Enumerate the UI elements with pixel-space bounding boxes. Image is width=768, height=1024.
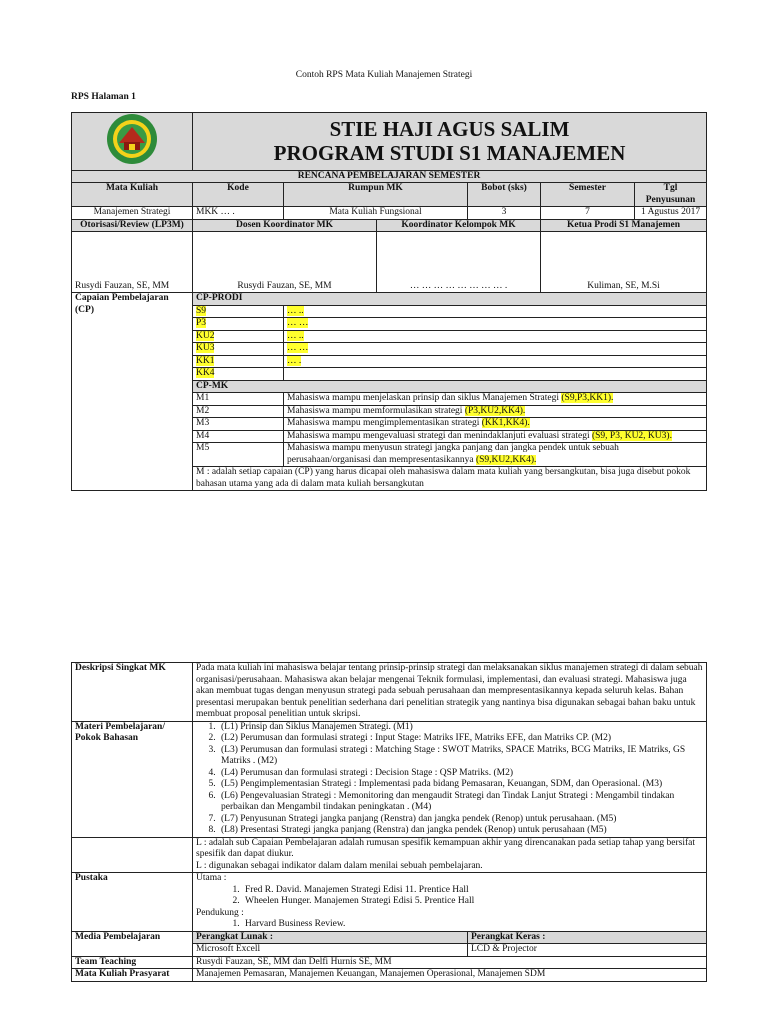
cp-prodi-code-text: KK4 xyxy=(196,368,215,378)
list-item: 1. (L1) Prinsip dan Siklus Manajemen Strategi. (M1) xyxy=(218,722,703,734)
cp-mk-desc: Mahasiswa mampu menyusun strategi jangka panjang dan jangka pendek untuk sebuah perusahaan/organisasi dan mempresentasikannya xyxy=(287,443,619,465)
cp-mk-code: M2 xyxy=(193,405,284,418)
rps-header-table xyxy=(71,112,707,491)
rps-detail-table xyxy=(71,662,707,982)
program-name: PROGRAM STUDI S1 MANAJEMEN xyxy=(273,141,626,166)
desc-label: Deskripsi Singkat MK xyxy=(72,663,193,722)
cp-prodi-value-text: … .. xyxy=(287,330,304,341)
team-value: Rusydi Fauzan, SE, MM dan Delfi Hurnis SE, MM xyxy=(193,956,707,969)
value-cell: Mata Kuliah Fungsional xyxy=(284,207,468,220)
col-header: Tgl Penyusunan xyxy=(635,183,707,207)
signature-cell: Kuliman, SE, M.Si xyxy=(541,232,707,293)
cp-mk-text xyxy=(284,418,707,431)
cp-mk-text xyxy=(284,393,707,406)
pustaka-pendukung-label: Pendukung : xyxy=(196,907,244,918)
col-header: Kode xyxy=(193,183,284,207)
signature-cell: … … … … … … … … . xyxy=(377,232,541,293)
cp-mk-tag: (S9,P3,KK1). xyxy=(561,393,614,403)
auth-label: Ketua Prodi S1 Manajemen xyxy=(541,219,707,232)
materi-list xyxy=(196,722,703,837)
signature-cell: Rusydi Fauzan, SE, MM xyxy=(193,232,377,293)
cp-mk-tag: (S9, P3, KU2, KU3). xyxy=(591,430,672,441)
value-cell: 7 xyxy=(541,207,635,220)
cp-mk-desc: Mahasiswa mampu memformulasikan strategi xyxy=(287,405,465,416)
cp-prodi-code-text: KU3 xyxy=(196,343,215,353)
value-cell: Manajemen Strategi xyxy=(72,207,193,220)
materi-note xyxy=(193,837,707,873)
cp-prodi-code xyxy=(193,330,284,343)
cp-mk-text xyxy=(284,443,707,467)
cp-mk-code: M1 xyxy=(193,393,284,406)
cp-prodi-value xyxy=(284,305,707,318)
institution-name: STIE HAJI AGUS SALIM xyxy=(329,117,570,142)
cp-prodi-code xyxy=(193,305,284,318)
hardware-value: LCD & Projector xyxy=(468,944,707,957)
cp-prodi-value xyxy=(284,318,707,331)
cp-prodi-value xyxy=(284,343,707,356)
list-item: 4. (L4) Perumusan dan formulasi strategi : Decision Stage : QSP Matriks. (M2) xyxy=(218,768,703,780)
cp-mk-code: M3 xyxy=(193,418,284,431)
cp-prodi-value-text: … .. xyxy=(287,305,304,316)
cp-mk-tag: (KK1,KK4). xyxy=(481,418,530,428)
cp-mk-text xyxy=(284,405,707,418)
list-item: 7. (L7) Penyusunan Strategi jangka panjang (Renstra) dan jangka pendek (Renop) untuk perusahaan. (M5) xyxy=(218,814,703,826)
institution-logo xyxy=(105,113,159,165)
cp-prodi-value-text: … … xyxy=(287,343,309,353)
software-value: Microsoft Excell xyxy=(193,944,468,957)
value-cell: 3 xyxy=(468,207,541,220)
cp-prodi-value xyxy=(284,368,707,381)
prasyarat-value: Manajemen Pemasaran, Manajemen Keuangan, Manajemen Operasional, Manajemen SDM xyxy=(193,969,707,982)
pustaka-label: Pustaka xyxy=(72,873,193,932)
list-item: 2. Wheelen Hunger. Manajemen Strategi Edisi 5. Prentice Hall xyxy=(242,896,703,908)
materi-note-1: L : adalah sub Capaian Pembelajaran adalah rumusan spesifik kemampuan akhir yang direncanakan pada setiap tahap yang bersifat spesifik dan dapat diukur. xyxy=(196,837,696,859)
col-header: Semester xyxy=(541,183,635,207)
software-label: Perangkat Lunak : xyxy=(193,931,468,944)
cp-prodi-code xyxy=(193,318,284,331)
desc-text: Pada mata kuliah ini mahasiswa belajar tentang prinsip-prinsip strategi dan melaksanakan siklus manajemen strategi di dalam sebuah organisasi/perusahaan. Mahasiswa akan belajar mengenai Teknik formulasi, implementasi, dan evaluasi strategi. Mahasiswa juga akan membuat tugas dengan menyusun strategi pada sebuah perusahaan dan mempresentasikannya kepada seluruh kelas. Bahan presentasi merupakan bentuk penelitian sederhana dari penelitian strategik yang nantinya bisa digunakan sebagai bahan baku untuk membuat proposal penelitian untuk skripsi. xyxy=(193,663,707,722)
logo-cell xyxy=(72,113,193,171)
materi-note-spacer xyxy=(72,837,193,873)
signature-cell: Rusydi Fauzan, SE, MM xyxy=(72,232,193,293)
value-cell: MKK … . xyxy=(193,207,284,220)
cp-mk-tag: (S9,KU2,KK4). xyxy=(475,454,537,465)
cp-prodi-value xyxy=(284,330,707,343)
hardware-label: Perangkat Keras : xyxy=(468,931,707,944)
pustaka-content xyxy=(193,873,707,932)
cp-mk-desc: Mahasiswa mampu mengevaluasi strategi dan menindaklanjuti evaluasi strategi xyxy=(287,430,592,441)
cp-prodi-code-text: KK1 xyxy=(196,355,215,366)
list-item: 6. (L6) Pengevaluasian Strategi : Memonitoring dan mengaudit Strategi dan Tindak Lanjut Strategi : Mengambil tindakan perbaikan dan Mengambil tindakan peningkatan . (M4) xyxy=(218,791,703,814)
list-item: 2. (L2) Perumusan dan formulasi strategi : Input Stage: Matriks IFE, Matriks EFE, dan Matriks CP. (M2) xyxy=(218,733,703,745)
col-header: Bobot (sks) xyxy=(468,183,541,207)
cp-mk-code: M5 xyxy=(193,443,284,467)
cp-prodi-code-text: S9 xyxy=(196,305,207,316)
value-cell: 1 Agustus 2017 xyxy=(635,207,707,220)
list-item: 1. Fred R. David. Manajemen Strategi Edisi 11. Prentice Hall xyxy=(242,885,703,897)
cp-mk-desc: Mahasiswa mampu mengimplementasikan strategi xyxy=(287,418,482,428)
cp-prodi-label: CP-PRODI xyxy=(193,293,707,306)
document-title: Contoh RPS Mata Kuliah Manajemen Strategi xyxy=(295,70,473,80)
cp-prodi-code-text: P3 xyxy=(196,318,207,328)
cp-prodi-value-text: … . xyxy=(287,355,302,366)
list-item: 3. (L3) Perumusan dan formulasi strategi : Matching Stage : SWOT Matriks, SPACE Matriks, BCG Matriks, IE Matriks, GS Matriks . (M2) xyxy=(218,745,703,768)
cp-mk-code: M4 xyxy=(193,430,284,443)
list-item: 1. Harvard Business Review. xyxy=(242,919,703,931)
cp-prodi-value-text: … … xyxy=(287,318,309,328)
cp-mk-desc: Mahasiswa mampu menjelaskan prinsip dan siklus Manajemen Strategi xyxy=(287,393,562,403)
team-label: Team Teaching xyxy=(72,956,193,969)
cp-note: M : adalah setiap capaian (CP) yang harus dicapai oleh mahasiswa dalam mata kuliah yang bersangkutan, bisa juga disebut pokok bahasan utama yang ada di dalam mata kuliah bersangkutan xyxy=(193,467,707,491)
cp-mk-text xyxy=(284,430,707,443)
rps-title: RENCANA PEMBELAJARAN SEMESTER xyxy=(72,170,707,183)
auth-label: Otorisasi/Review (LP3M) xyxy=(72,219,193,232)
cp-prodi-code xyxy=(193,355,284,368)
col-header: Rumpun MK xyxy=(284,183,468,207)
col-header: Mata Kuliah xyxy=(72,183,193,207)
materi-note-2: L : digunakan sebagai indikator dalam dalam menilai sebuah pembelajaran. xyxy=(196,860,483,871)
cp-prodi-code-text: KU2 xyxy=(196,330,215,341)
pustaka-pendukung-list xyxy=(196,919,703,931)
cp-label: Capaian Pembelajaran (CP) xyxy=(72,293,193,491)
materi-content xyxy=(193,721,707,837)
cp-mk-label: CP-MK xyxy=(193,380,707,393)
page-label: RPS Halaman 1 xyxy=(71,92,136,102)
pustaka-utama-label: Utama : xyxy=(196,873,227,883)
list-item: 5. (L5) Pengimplementasian Strategi : Implementasi pada bidang Pemasaran, Keuangan, SDM, dan Operasional. (M3) xyxy=(218,779,703,791)
cp-mk-tag: (P3,KU2,KK4). xyxy=(464,405,526,416)
list-item: 8. (L8) Presentasi Strategi jangka panjang (Renstra) dan jangka pendek (Renop) untuk perusahaan (M5) xyxy=(218,825,703,837)
institution-header xyxy=(193,113,707,171)
media-label: Media Pembelajaran xyxy=(72,931,193,956)
cp-prodi-code xyxy=(193,368,284,381)
materi-label: Materi Pembelajaran/ Pokok Bahasan xyxy=(72,721,193,837)
cp-prodi-value xyxy=(284,355,707,368)
cp-prodi-code xyxy=(193,343,284,356)
auth-label: Dosen Koordinator MK xyxy=(193,219,377,232)
prasyarat-label: Mata Kuliah Prasyarat xyxy=(72,969,193,982)
pustaka-utama-list xyxy=(196,885,703,908)
auth-label: Koordinator Kelompok MK xyxy=(377,219,541,232)
